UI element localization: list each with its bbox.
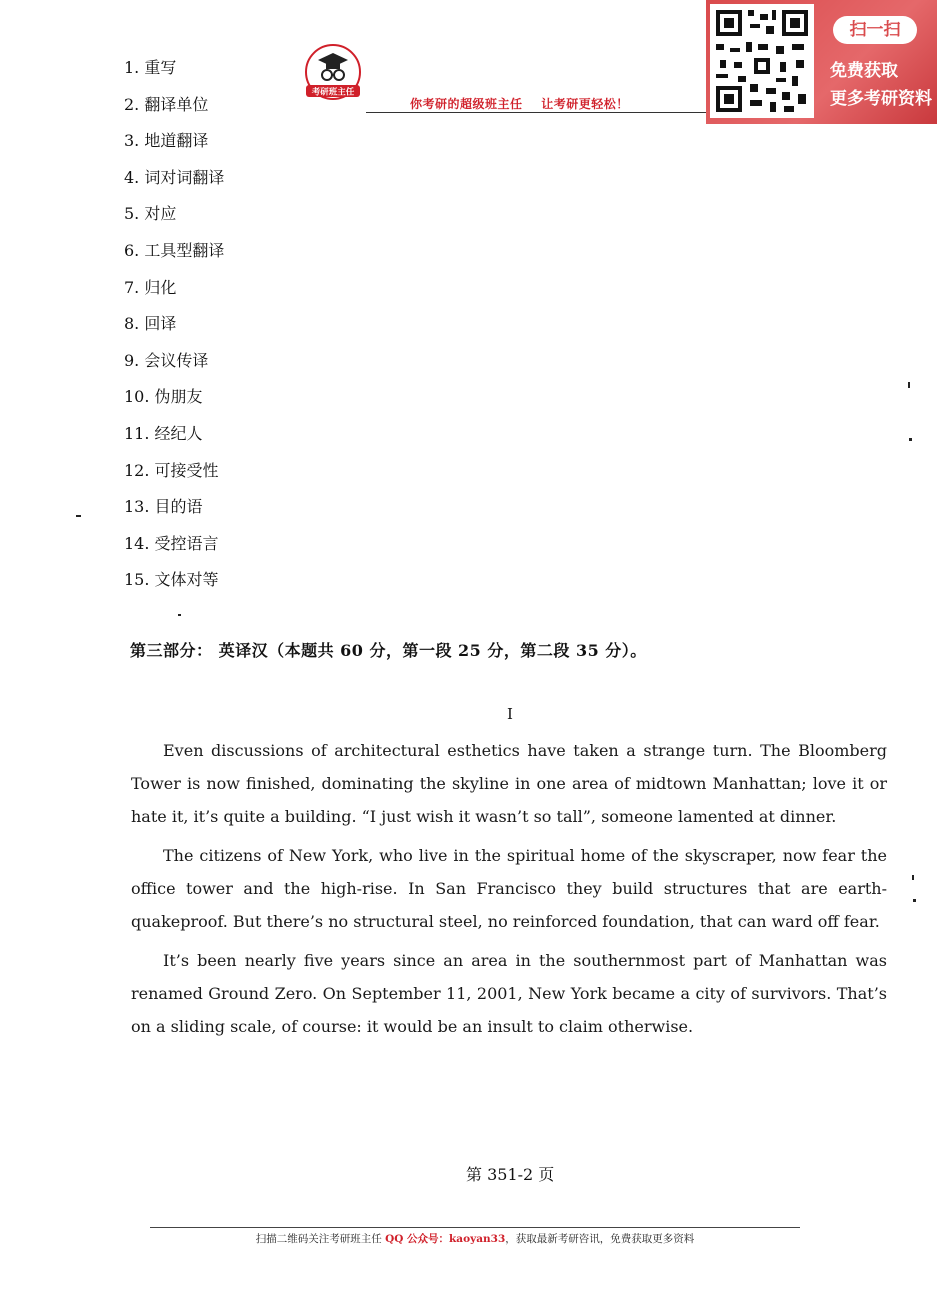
scan-speck <box>76 515 81 517</box>
term-item: 3. 地道翻译 <box>124 131 209 151</box>
passage <box>131 734 887 1049</box>
passage-number: I <box>507 705 513 723</box>
term-item: 2. 翻译单位 <box>124 94 209 114</box>
promo-line-1: 免费获取 <box>830 61 898 81</box>
scan-speck <box>178 614 181 616</box>
header-slogan: 你考研的超级班主任 让考研更轻松！ <box>410 97 629 111</box>
passage-paragraph: It’s been nearly five years since an area in the southernmost part of Manhattan was renamed Ground Zero. On September 11, 2001, New York became a city of survivors. That’s on a sliding scale, of course: it would be an insult to claim otherwise. <box>131 951 887 1036</box>
term-item: 9. 会议传译 <box>124 350 209 370</box>
scan-speck <box>912 875 914 880</box>
term-item: 6. 工具型翻译 <box>124 240 225 260</box>
scan-speck <box>908 382 910 388</box>
qr-code-icon[interactable] <box>710 4 814 118</box>
footer-qq-account[interactable]: QQ 公众号：kaoyan33 <box>385 1233 506 1245</box>
term-item: 1. 重写 <box>124 58 177 77</box>
passage-paragraph: Even discussions of architectural esthetics have taken a strange turn. The Bloomberg Tower is now finished, dominating the skyline in one area of midtown Manhattan; love it or hate it, it’s quite a building. “I just wish it wasn’t so tall”, someone lamented at dinner. <box>131 741 887 826</box>
term-item: 7. 归化 <box>124 277 177 297</box>
term-item: 13. 目的语 <box>124 497 203 517</box>
promo-line-2: 更多考研资料 <box>830 89 932 109</box>
page-number: 第 351-2 页 <box>466 1165 555 1184</box>
promo-scan-tag: 扫一扫 <box>833 16 917 44</box>
scan-speck <box>909 438 912 441</box>
term-item: 4. 词对词翻译 <box>124 167 225 187</box>
footer-suffix: ，获取最新考研咨讯，免费获取更多资料 <box>505 1233 695 1245</box>
term-list <box>124 56 224 605</box>
footer-divider <box>150 1227 800 1228</box>
term-item: 14. 受控语言 <box>124 533 219 553</box>
footer-prefix: 扫描二维码关注考研班主任 <box>255 1233 386 1245</box>
term-item: 8. 回译 <box>124 314 177 334</box>
header-divider <box>366 112 708 113</box>
scan-speck <box>913 899 916 902</box>
term-item: 5. 对应 <box>124 204 177 224</box>
kaoyan-logo <box>300 44 366 102</box>
svg-text:考研班主任: 考研班主任 <box>311 87 355 98</box>
term-item: 15. 文体对等 <box>124 570 219 590</box>
term-item: 12. 可接受性 <box>124 460 219 480</box>
term-item: 10. 伪朋友 <box>124 387 203 407</box>
footer <box>150 1231 800 1246</box>
term-item: 11. 经纪人 <box>124 423 203 443</box>
passage-paragraph: The citizens of New York, who live in the spiritual home of the skyscraper, now fear the office tower and the high-rise. In San Francisco they build structures that are earth-quakeproof. But there’s no structural steel, no reinforced foundation, that can ward off fear. <box>131 846 887 931</box>
section-title: 第三部分： 英译汉（本题共 60 分，第一段 25 分，第二段 35 分）。 <box>130 641 647 660</box>
